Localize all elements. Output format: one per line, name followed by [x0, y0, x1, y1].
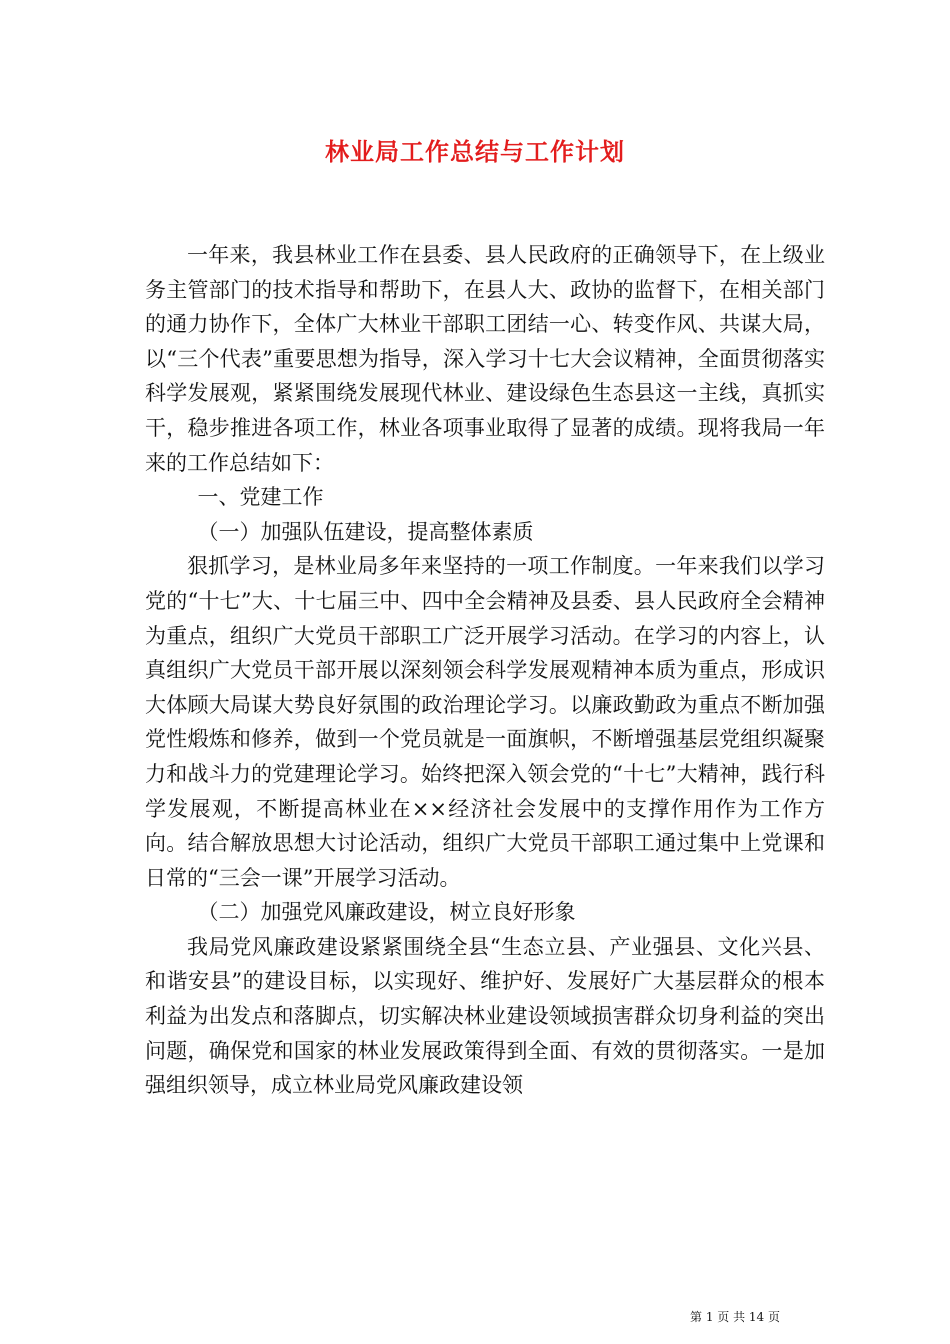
document-title: 林业局工作总结与工作计划	[325, 137, 625, 166]
intro-paragraph: 一年来，我县林业工作在县委、县人民政府的正确领导下，在上级业务主管部门的技术指导和帮助下，在县人大、政协的监督下，在相关部门的通力协作下，全体广大林业干部职工团结一心、转变作风、共谋大局，以“三个代表”重要思想为指导，深入学习十七大会议精神，全面贯彻落实科学发展观，紧紧围绕发展现代林业、建设绿色生态县这一主线，真抓实干，稳步推进各项工作，林业各项事业取得了显著的成绩。现将我局一年来的工作总结如下：	[145, 243, 825, 475]
section-heading-party-building: 一、党建工作	[197, 485, 324, 510]
team-building-paragraph: 狠抓学习，是林业局多年来坚持的一项工作制度。一年来我们以学习党的“十七”大、十七届三中、四中全会精神及县委、县人民政府全会精神为重点，组织广大党员干部职工广泛开展学习活动。在学习的内容上，认真组织广大党员干部开展以深刻领会科学发展观精神本质为重点，形成识大体顾大局谋大势良好氛围的政治理论学习。以廉政勤政为重点不断加强党性煅炼和修养，做到一个党员就是一面旗帜，不断增强基层党组织凝聚力和战斗力的党建理论学习。始终把深入领会党的“十七”大精神，践行科学发展观，不断提高林业在××经济社会发展中的支撑作用作为工作方向。结合解放思想大讨论活动，组织广大党员干部职工通过集中上党课和日常的“三会一课”开展学习活动。	[145, 554, 825, 890]
subsection-heading-team-building: （一）加强队伍建设，提高整体素质	[197, 519, 534, 544]
document-body	[145, 238, 825, 1103]
integrity-paragraph: 我局党风廉政建设紧紧围绕全县“生态立县、产业强县、文化兴县、和谐安县”的建设目标，以实现好、维护好、发展好广大基层群众的根本利益为出发点和落脚点，切实解决林业建设领域损害群众切身利益的突出问题，确保党和国家的林业发展政策得到全面、有效的贯彻落实。一是加强组织领导，成立林业局党风廉政建设领	[145, 934, 825, 1098]
page-number-footer: 第 1 页 共 14 页	[690, 1310, 780, 1324]
subsection-heading-integrity: （二）加强党风廉政建设，树立良好形象	[197, 900, 576, 925]
